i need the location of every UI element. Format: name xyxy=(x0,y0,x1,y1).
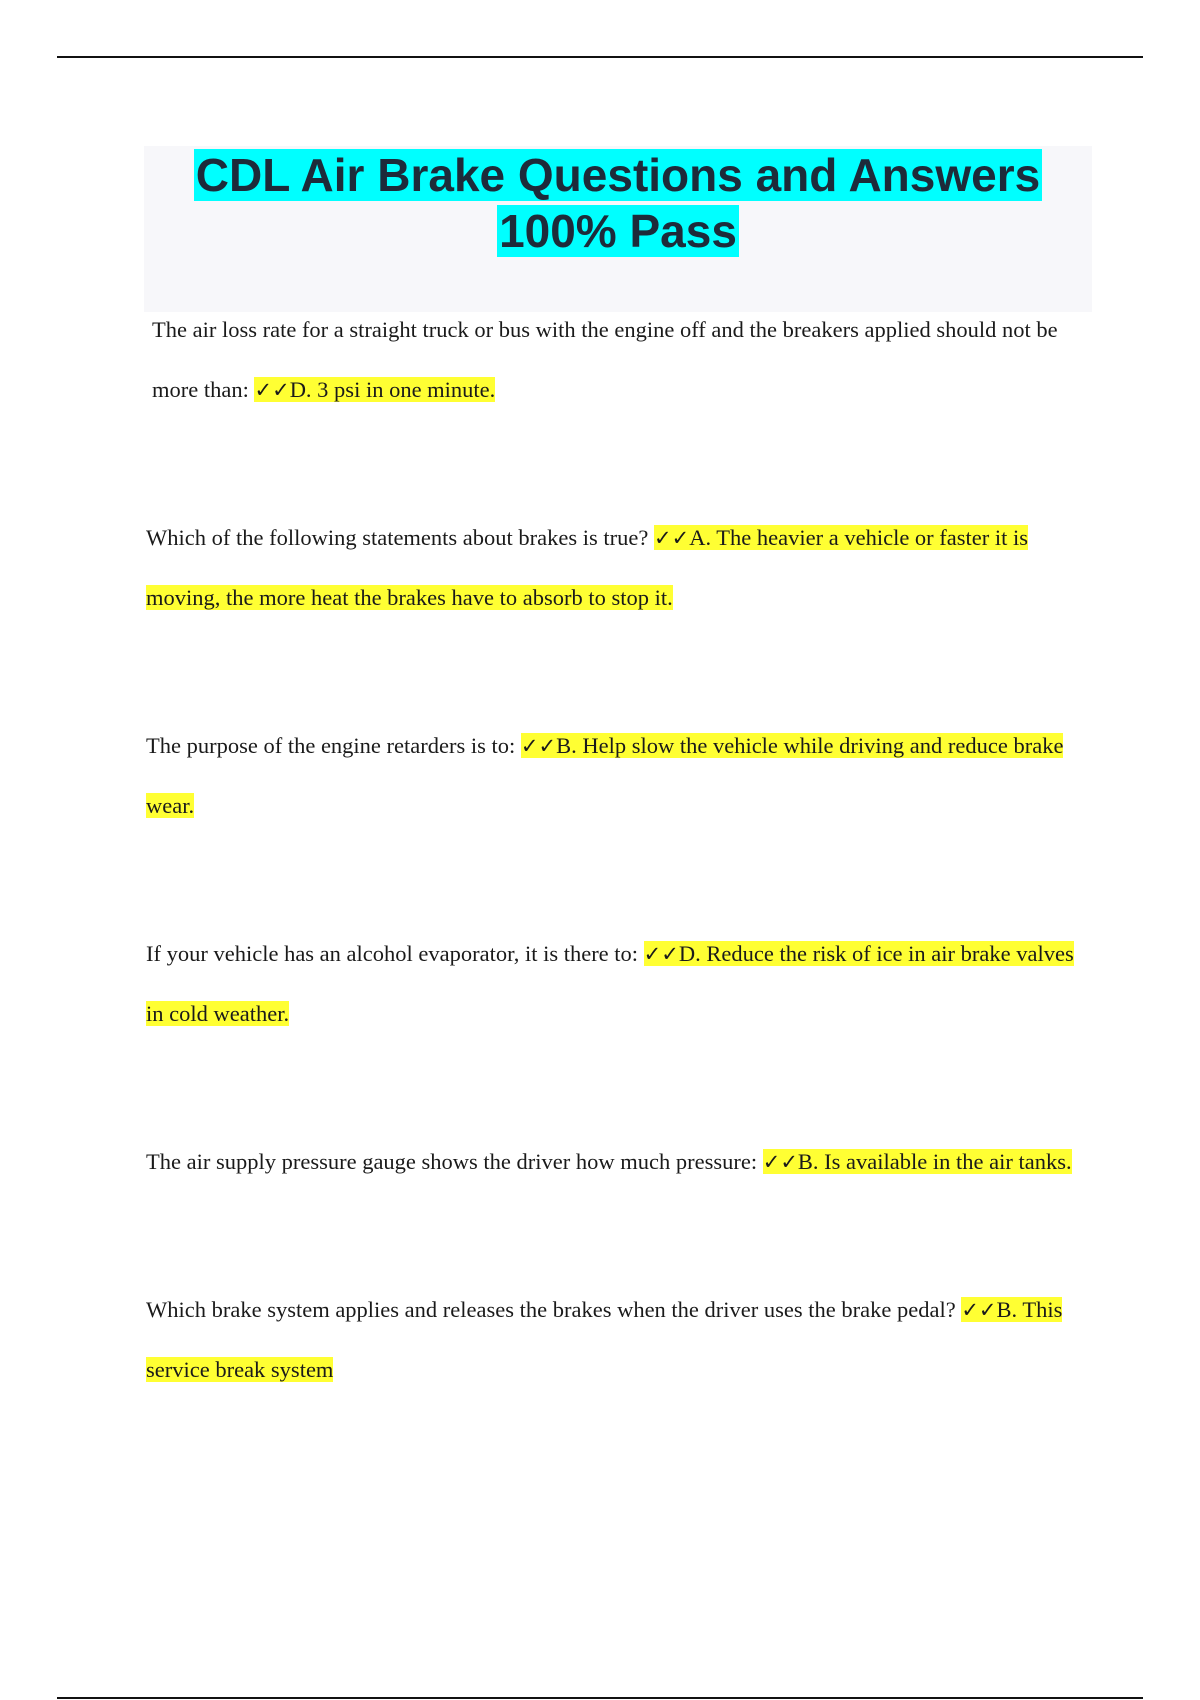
question-text: The purpose of the engine retarders is to: xyxy=(146,733,521,758)
double-check-icon: ✓✓ xyxy=(643,942,679,966)
question-text: If your vehicle has an alcohol evaporator, it is there to: xyxy=(146,941,644,966)
qa-item xyxy=(146,1132,1086,1192)
double-check-icon: ✓✓ xyxy=(961,1298,997,1322)
question-text: The air loss rate for a straight truck or bus with the engine off and the breakers applied should not be more than: xyxy=(152,317,1058,402)
answer-highlight xyxy=(254,377,495,402)
question-text: Which of the following statements about brakes is true? xyxy=(146,525,654,550)
answer-text: D. 3 psi in one minute. xyxy=(289,377,496,402)
double-check-icon: ✓✓ xyxy=(654,526,690,550)
qa-item xyxy=(146,300,1086,420)
title-line-1: CDL Air Brake Questions and Answers xyxy=(195,149,1041,201)
title-line-2: 100% Pass xyxy=(499,205,737,257)
question-text: Which brake system applies and releases the brakes when the driver uses the brake pedal? xyxy=(146,1297,962,1322)
answer-text: D. Reduce the risk of ice in air brake valves in cold weather. xyxy=(146,941,1074,1026)
qa-item xyxy=(146,924,1086,1044)
qa-item xyxy=(146,508,1086,628)
title-block xyxy=(144,146,1092,312)
qa-item xyxy=(146,716,1086,836)
answer-highlight xyxy=(763,1149,1072,1174)
double-check-icon: ✓✓ xyxy=(762,1150,798,1174)
answer-text: A. The heavier a vehicle or faster it is moving, the more heat the brakes have to absorb to stop it. xyxy=(146,525,1029,610)
question-text: The air supply pressure gauge shows the driver how much pressure: xyxy=(146,1149,763,1174)
answer-text: B. This service break system xyxy=(146,1297,1063,1382)
top-rule xyxy=(57,56,1143,58)
answer-text: B. Help slow the vehicle while driving and reduce brake wear. xyxy=(146,733,1064,818)
answer-text: B. Is available in the air tanks. xyxy=(797,1149,1072,1174)
bottom-rule xyxy=(57,1697,1143,1699)
qa-list xyxy=(146,300,1086,1400)
double-check-icon: ✓✓ xyxy=(520,734,557,758)
document-title xyxy=(144,146,1092,259)
double-check-icon: ✓✓ xyxy=(254,378,290,402)
qa-item xyxy=(146,1280,1086,1400)
